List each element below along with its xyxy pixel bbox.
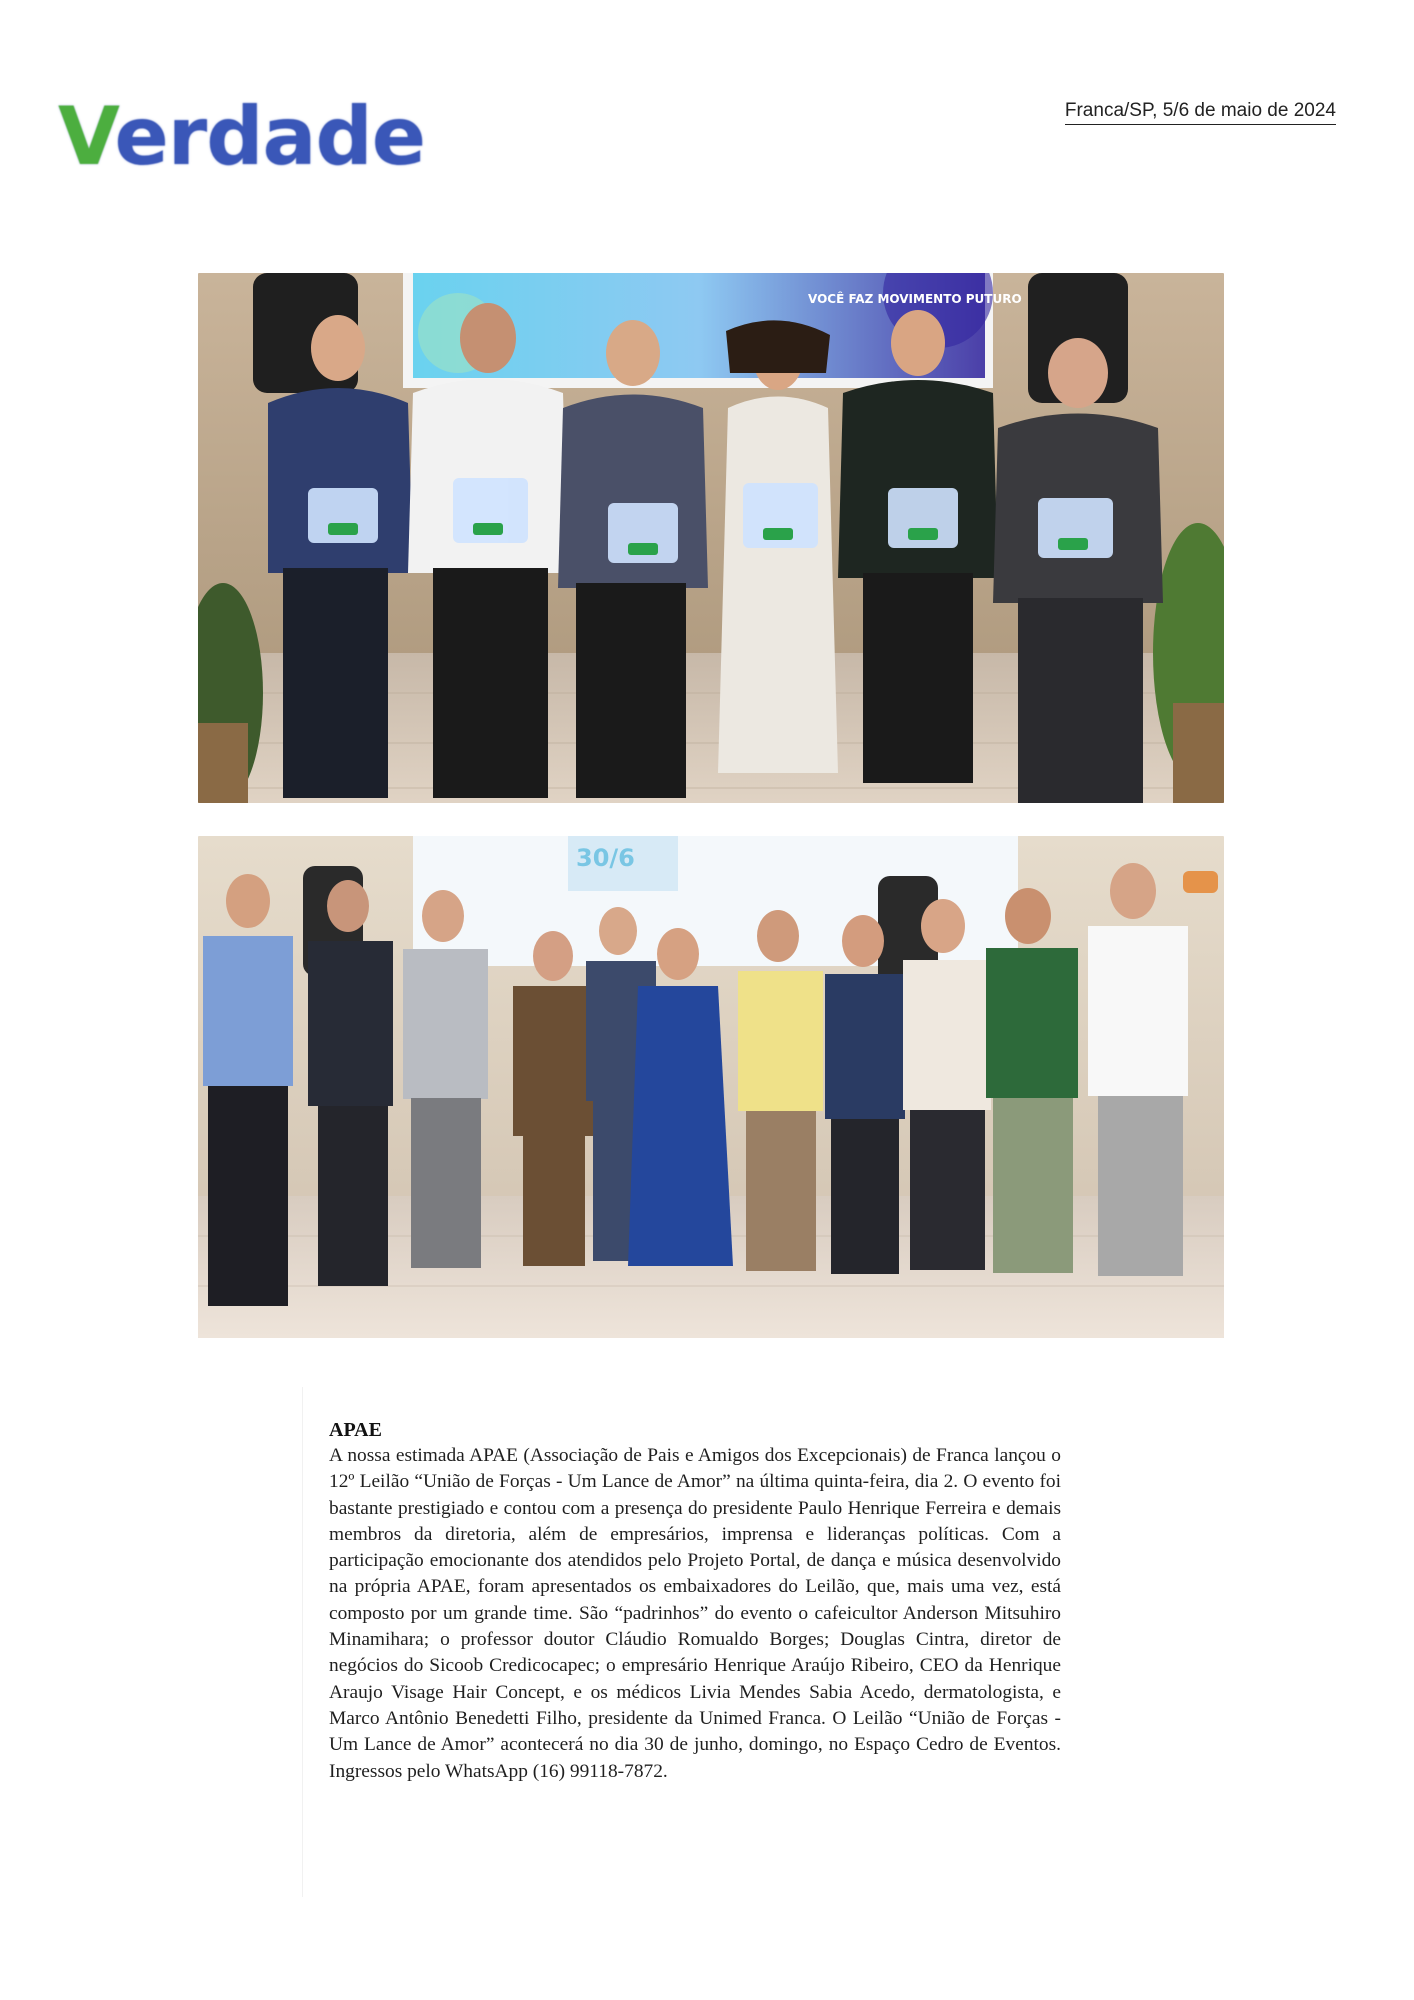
screen-text: VOCÊ FAZ MOVIMENTO PUTURO [808, 292, 1022, 306]
newspaper-logo [58, 92, 478, 182]
dateline: Franca/SP, 5/6 de maio de 2024 [1065, 100, 1336, 125]
logo-v-mark: V [58, 90, 115, 183]
newspaper-masthead [58, 92, 478, 182]
photo-awards-image [198, 273, 1224, 803]
photo-group [198, 836, 1224, 1338]
article-title: APAE [329, 1419, 382, 1441]
logo-text: erdade [114, 90, 426, 183]
screen-date-text: 30/6 [576, 844, 635, 872]
photo-awards [198, 273, 1224, 803]
article-body: A nossa estimada APAE (Associação de Pais e Amigos dos Excepcionais) de Franca lançou o 12º Leilão “União de Forças - Um Lance de Amor” na última quinta-feira, dia 2. O evento foi bastante prestigiado e contou com a presença do presidente Paulo Henrique Ferreira e demais membros da diretoria, além de empresários, imprensa e lideranças políticas. Com a participação emocionante dos atendidos pelo Projeto Portal, de dança e música desenvolvido na própria APAE, foram apresentados os embaixadores do Leilão, que, mais uma vez, está composto por um grande time. São “padrinhos” do evento o cafeicultor Anderson Mitsuhiro Minamihara; o professor doutor Cláudio Romualdo Borges; Douglas Cintra, diretor de negócios do Sicoob Credicocapec; o empresário Henrique Araújo Ribeiro, CEO da Henrique Araujo Visage Hair Concept, e os médicos Livia Mendes Sabia Acedo, dermatologista, e Marco Antônio Benedetti Filho, presidente da Unimed Franca. O Leilão “União de Forças - Um Lance de Amor” acontecerá no dia 30 de junho, domingo, no Espaço Cedro de Eventos. Ingressos pelo WhatsApp (16) 99118-7872. [329, 1445, 1061, 1782]
article [302, 1387, 1102, 1897]
photo-group-image [198, 836, 1224, 1338]
